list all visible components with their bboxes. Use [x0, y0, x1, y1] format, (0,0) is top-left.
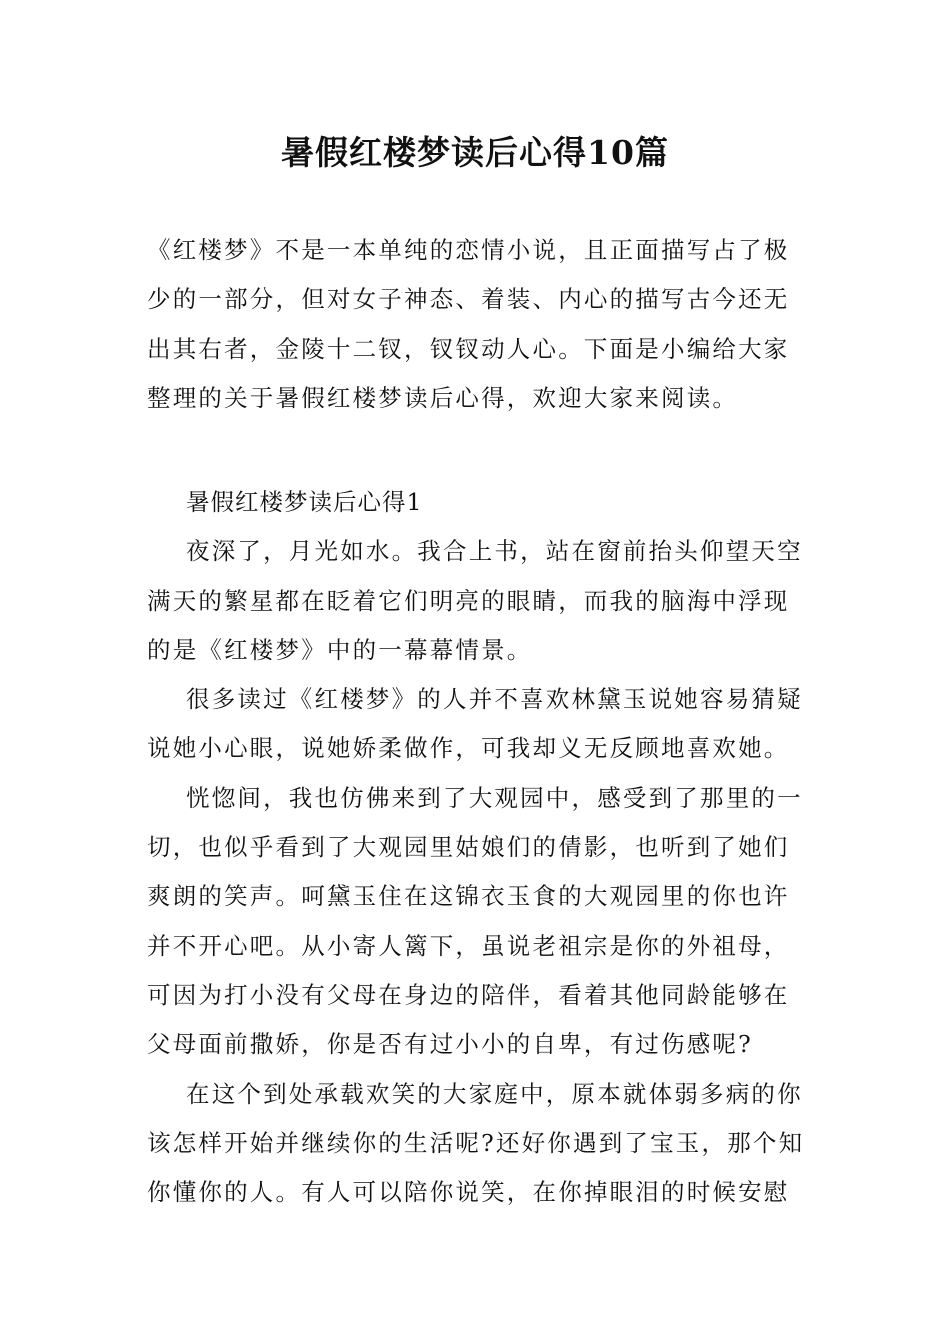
- paragraph-line: 夜深了，月光如水。我合上书，站在窗前抬头仰望天空: [186, 537, 803, 566]
- paragraph-line: 你懂你的人。有人可以陪你说笑，在你掉眼泪的时候安慰: [147, 1178, 790, 1207]
- paragraph-line: 说她小心眼，说她娇柔做作，可我却义无反顾地喜欢她。: [147, 734, 790, 763]
- intro-line: 出其右者，金陵十二钗，钗钗动人心。下面是小编给大家: [147, 334, 790, 363]
- paragraph-line: 可因为打小没有父母在身边的陪伴，看着其他同龄能够在: [147, 980, 790, 1009]
- paragraph-line: 切，也似乎看到了大观园里姑娘们的倩影，也听到了她们: [147, 833, 790, 862]
- intro-paragraph: [147, 226, 807, 423]
- paragraph-line: 爽朗的笑声。呵黛玉住在这锦衣玉食的大观园里的你也许: [147, 882, 790, 911]
- paragraph-line: 满天的繁星都在眨着它们明亮的眼睛，而我的脑海中浮现: [147, 586, 790, 615]
- paragraph-line: 该怎样开始并继续你的生活呢?还好你遇到了宝玉，那个知: [147, 1128, 805, 1157]
- paragraph-line: 的是《红楼梦》中的一幕幕情景。: [147, 635, 533, 664]
- essay-section: [147, 478, 807, 1217]
- paragraph-line: 恍惚间，我也仿佛来到了大观园中，感受到了那里的一: [186, 783, 803, 812]
- document-title: 暑假红楼梦读后心得10篇: [281, 133, 669, 172]
- paragraph: [147, 774, 807, 1070]
- paragraph-line: 并不开心吧。从小寄人篱下，虽说老祖宗是你的外祖母，: [147, 931, 790, 960]
- paragraph: [147, 1070, 807, 1218]
- section-heading: 暑假红楼梦读后心得1: [186, 488, 423, 516]
- intro-line: 整理的关于暑假红楼梦读后心得，欢迎大家来阅读。: [147, 383, 739, 412]
- paragraph-line: 很多读过《红楼梦》的人并不喜欢林黛玉说她容易猜疑: [186, 685, 803, 714]
- intro-line: 《红楼梦》不是一本单纯的恋情小说，且正面描写占了极: [147, 236, 790, 264]
- paragraph: [147, 527, 807, 675]
- paragraph-line: 父母面前撒娇，你是否有过小小的自卑，有过伤感呢?: [147, 1030, 753, 1059]
- paragraph: [147, 675, 807, 774]
- intro-line: 少的一部分，但对女子神态、着装、内心的描写古今还无: [147, 285, 790, 314]
- paragraph-line: 在这个到处承载欢笑的大家庭中，原本就体弱多病的你: [186, 1079, 803, 1108]
